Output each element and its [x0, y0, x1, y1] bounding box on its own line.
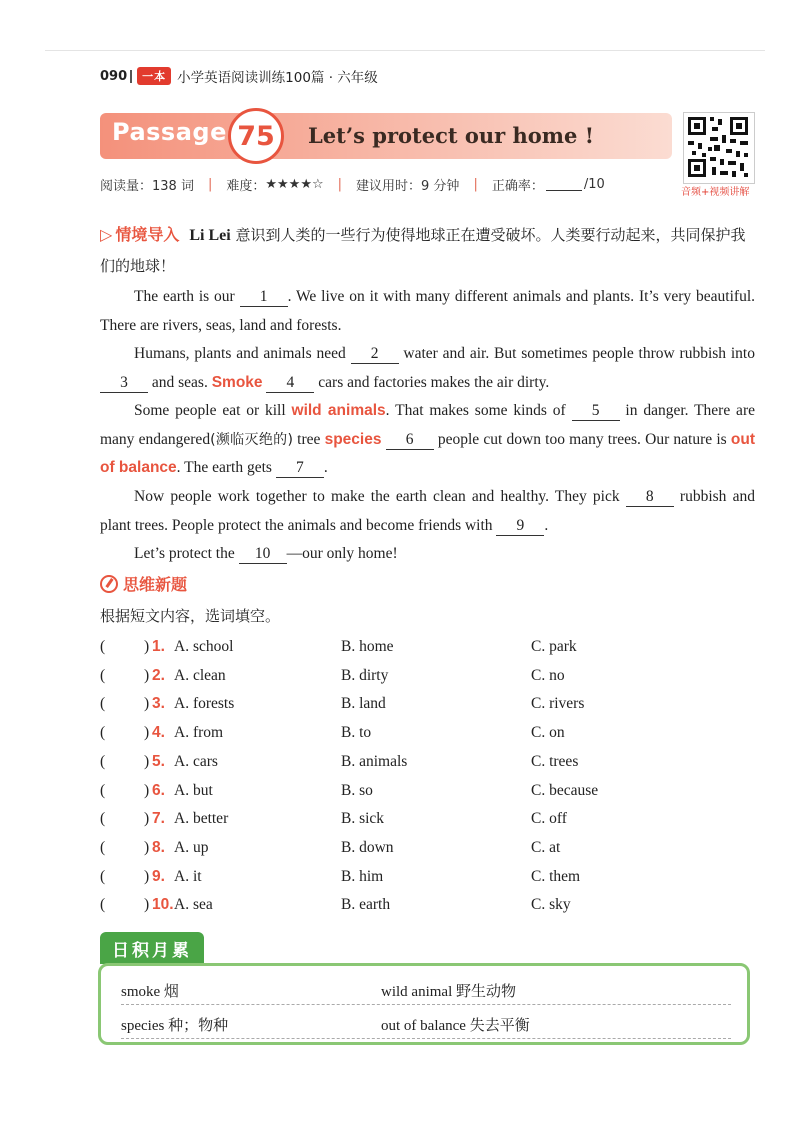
text-run: . The earth gets: [176, 459, 276, 476]
keyword-out-of-balance: out of balance: [100, 430, 756, 476]
question-number: 1.: [152, 638, 165, 655]
text-run: Some people eat or kill: [134, 402, 292, 419]
answer-paren-open[interactable]: (: [100, 810, 106, 828]
vocab-item-wild-animal: [381, 980, 516, 1001]
word-count: 阅读量：138 词: [100, 179, 194, 194]
keyword-wild-animals: wild animals: [291, 402, 386, 419]
answer-paren-close[interactable]: ): [144, 781, 150, 799]
blank-2[interactable]: 2: [351, 345, 399, 364]
option-b: B. land: [341, 695, 386, 713]
answer-paren-close[interactable]: ): [144, 752, 150, 770]
reading-info-row: [100, 175, 605, 194]
blank-10[interactable]: 10: [239, 545, 287, 564]
vocab-item-out-of-balance: [381, 1014, 530, 1035]
qr-code-icon[interactable]: [683, 112, 755, 184]
option-b: B. dirty: [341, 666, 389, 684]
passage-label: Passage: [112, 118, 227, 146]
answer-paren-open[interactable]: (: [100, 838, 106, 856]
play-triangle-icon: ▷: [100, 225, 113, 244]
option-a: A. but: [174, 781, 213, 799]
section-title-label: 思维新题: [123, 575, 188, 594]
passage-number-badge: 75: [228, 108, 284, 164]
option-a: A. clean: [174, 666, 226, 684]
header-divider: [130, 70, 132, 83]
intro-tag-label: 情境导入: [115, 225, 180, 244]
text-run: in danger. There are many endangered: [100, 402, 755, 448]
answer-paren-close[interactable]: ): [144, 896, 150, 914]
intro-name: Li Lei: [189, 227, 231, 244]
answer-paren-open[interactable]: (: [100, 896, 106, 914]
vocab-en: smoke: [121, 984, 164, 1000]
text-run: rubbish and plant trees. People protect the animals and become friends with: [100, 488, 755, 534]
blank-1[interactable]: 1: [240, 288, 288, 307]
page-header: [100, 66, 378, 86]
answer-paren-close[interactable]: ): [144, 695, 150, 713]
answer-paren-open[interactable]: (: [100, 781, 106, 799]
option-b: B. to: [341, 724, 372, 742]
option-c: C. them: [531, 867, 581, 885]
question-number: 5.: [152, 752, 165, 770]
option-a: A. better: [174, 810, 229, 828]
text-run: and seas.: [148, 373, 212, 391]
blank-3[interactable]: 3: [100, 374, 148, 393]
question-row: [100, 892, 720, 920]
option-a: A. forests: [174, 695, 235, 713]
scenario-intro: [100, 220, 755, 281]
passage-paragraph-3: [100, 397, 755, 483]
option-b: B. him: [341, 867, 384, 885]
answer-paren-open[interactable]: (: [100, 666, 106, 684]
blank-5[interactable]: 5: [572, 402, 620, 421]
option-c: C. sky: [531, 896, 571, 914]
blank-8[interactable]: 8: [626, 488, 674, 507]
option-c: C. because: [531, 781, 599, 799]
question-number: 2.: [152, 666, 165, 684]
gloss-endangered: (濒临灭绝的): [210, 431, 293, 448]
keyword-species: species: [324, 430, 382, 448]
vocab-item-species: [121, 1014, 228, 1035]
qr-code-graphic: [684, 113, 752, 181]
option-a: A. it: [174, 867, 202, 885]
question-row: [100, 634, 720, 662]
section-title: [100, 572, 187, 595]
answer-paren-open[interactable]: (: [100, 695, 106, 713]
difficulty-stars-icon: ★★★★☆: [265, 177, 324, 192]
option-a: A. up: [174, 838, 209, 856]
passage-paragraph-4: [100, 483, 755, 540]
accuracy-blank[interactable]: [546, 178, 582, 191]
text-run: .: [544, 516, 549, 534]
accuracy-total: /10: [583, 177, 605, 192]
option-b: B. home: [341, 638, 394, 655]
text-run: Let’s protect the: [134, 545, 239, 562]
text-run: people cut down too many trees. Our nature is: [433, 430, 731, 448]
answer-paren-close[interactable]: ): [144, 867, 150, 885]
option-a: A. from: [174, 724, 224, 742]
vocab-box: [98, 963, 750, 1045]
vocab-cn: 烟: [163, 984, 179, 1000]
answer-paren-close[interactable]: ): [144, 724, 150, 742]
passage-paragraph-5: [100, 540, 755, 569]
answer-paren-open[interactable]: (: [100, 752, 106, 770]
vocab-cn: 种；物种: [168, 1018, 229, 1034]
option-c: C. on: [531, 724, 565, 742]
book-title: 小学英语阅读训练100篇 · 六年级: [177, 70, 378, 86]
answer-paren-close[interactable]: ): [144, 638, 150, 655]
question-row: [100, 663, 720, 691]
text-run: . We live on it with many different animals and plants. It’s very beautiful. There are rivers, seas, land and forests.: [100, 288, 756, 334]
option-b: B. so: [341, 781, 373, 799]
option-b: B. down: [341, 838, 394, 856]
vocab-cn: 野生动物: [456, 984, 517, 1000]
question-row: [100, 691, 720, 719]
option-c: C. no: [531, 666, 565, 684]
vocab-row: [121, 972, 731, 1005]
passage-paragraph-1: [100, 283, 755, 340]
answer-paren-open[interactable]: (: [100, 638, 106, 655]
passage-title: Let’s protect our home !: [308, 123, 594, 148]
top-rule: [45, 50, 765, 51]
accuracy-label: 正确率：: [491, 179, 544, 194]
option-c: C. at: [531, 838, 561, 856]
instruction-text: 根据短文内容，选词填空。: [100, 607, 281, 625]
blank-4[interactable]: 4: [266, 374, 314, 393]
question-number: 8.: [152, 838, 165, 856]
pencil-circle-icon: [100, 575, 118, 593]
question-row: [100, 806, 720, 834]
question-row: [100, 720, 720, 748]
qr-caption: 音频+视频讲解: [681, 187, 750, 198]
option-c: C. rivers: [531, 695, 585, 713]
blank-7[interactable]: 7: [276, 459, 324, 478]
keyword-smoke: Smoke: [211, 373, 263, 391]
answer-paren-open[interactable]: (: [100, 867, 106, 885]
vocab-cn: 失去平衡: [469, 1018, 530, 1034]
intro-text: 意识到人类的一些行为使得地球正在遭受破坏。人类要行动起来，共同保护我们的地球！: [100, 226, 746, 275]
option-b: B. sick: [341, 810, 385, 828]
option-a: A. sea: [174, 896, 213, 914]
question-row: [100, 749, 720, 777]
answer-paren-close[interactable]: ): [144, 666, 150, 684]
page-number: 090: [100, 68, 128, 84]
vocab-en: out of balance: [381, 1018, 470, 1034]
option-c: C. off: [531, 810, 567, 828]
blank-6[interactable]: 6: [386, 431, 434, 450]
question-number: 6.: [152, 781, 165, 799]
info-divider: |: [473, 177, 478, 192]
text-run: .: [323, 459, 328, 476]
option-a: A. school: [174, 638, 234, 655]
question-row: [100, 778, 720, 806]
text-run: The earth is our: [134, 288, 240, 305]
passage-banner: [100, 113, 672, 159]
text-run: cars and factories makes the air dirty.: [314, 373, 550, 391]
answer-paren-close[interactable]: ): [144, 810, 150, 828]
option-a: A. cars: [174, 752, 218, 770]
info-divider: |: [207, 177, 213, 192]
text-run: water and air. But sometimes people throw rubbish into: [398, 345, 755, 362]
text-run: Humans, plants and animals need: [134, 345, 351, 362]
vocab-tag: 日积月累: [100, 932, 204, 964]
option-c: C. park: [531, 638, 577, 655]
text-run: tree: [292, 430, 325, 448]
question-row: [100, 835, 720, 863]
question-row: [100, 864, 720, 892]
question-number: 7.: [152, 810, 165, 828]
vocab-en: wild animal: [381, 984, 456, 1000]
passage-paragraph-2: [100, 340, 755, 397]
vocab-item-smoke: [121, 980, 179, 1001]
intro-tag: [100, 225, 179, 244]
question-number: 10.: [152, 896, 174, 914]
question-number: 3.: [152, 695, 165, 713]
text-run: —our only home!: [286, 545, 398, 562]
blank-9[interactable]: 9: [496, 517, 544, 536]
text-run: . That makes some kinds of: [385, 402, 572, 419]
suggested-time: 建议用时：9 分钟: [356, 179, 460, 194]
vocab-row: [121, 1006, 731, 1039]
option-b: B. animals: [341, 752, 408, 770]
answer-paren-open[interactable]: (: [100, 724, 106, 742]
question-number: 9.: [152, 867, 165, 885]
question-number: 4.: [152, 724, 165, 742]
answer-paren-close[interactable]: ): [144, 838, 150, 856]
text-run: Now people work together to make the earth clean and healthy. They pick: [134, 488, 626, 505]
option-b: B. earth: [341, 896, 391, 914]
info-divider: |: [337, 177, 343, 192]
difficulty-label: 难度：: [226, 179, 266, 194]
vocab-en: species: [121, 1018, 169, 1034]
option-c: C. trees: [531, 752, 579, 770]
publisher-logo: 一本: [137, 67, 171, 85]
